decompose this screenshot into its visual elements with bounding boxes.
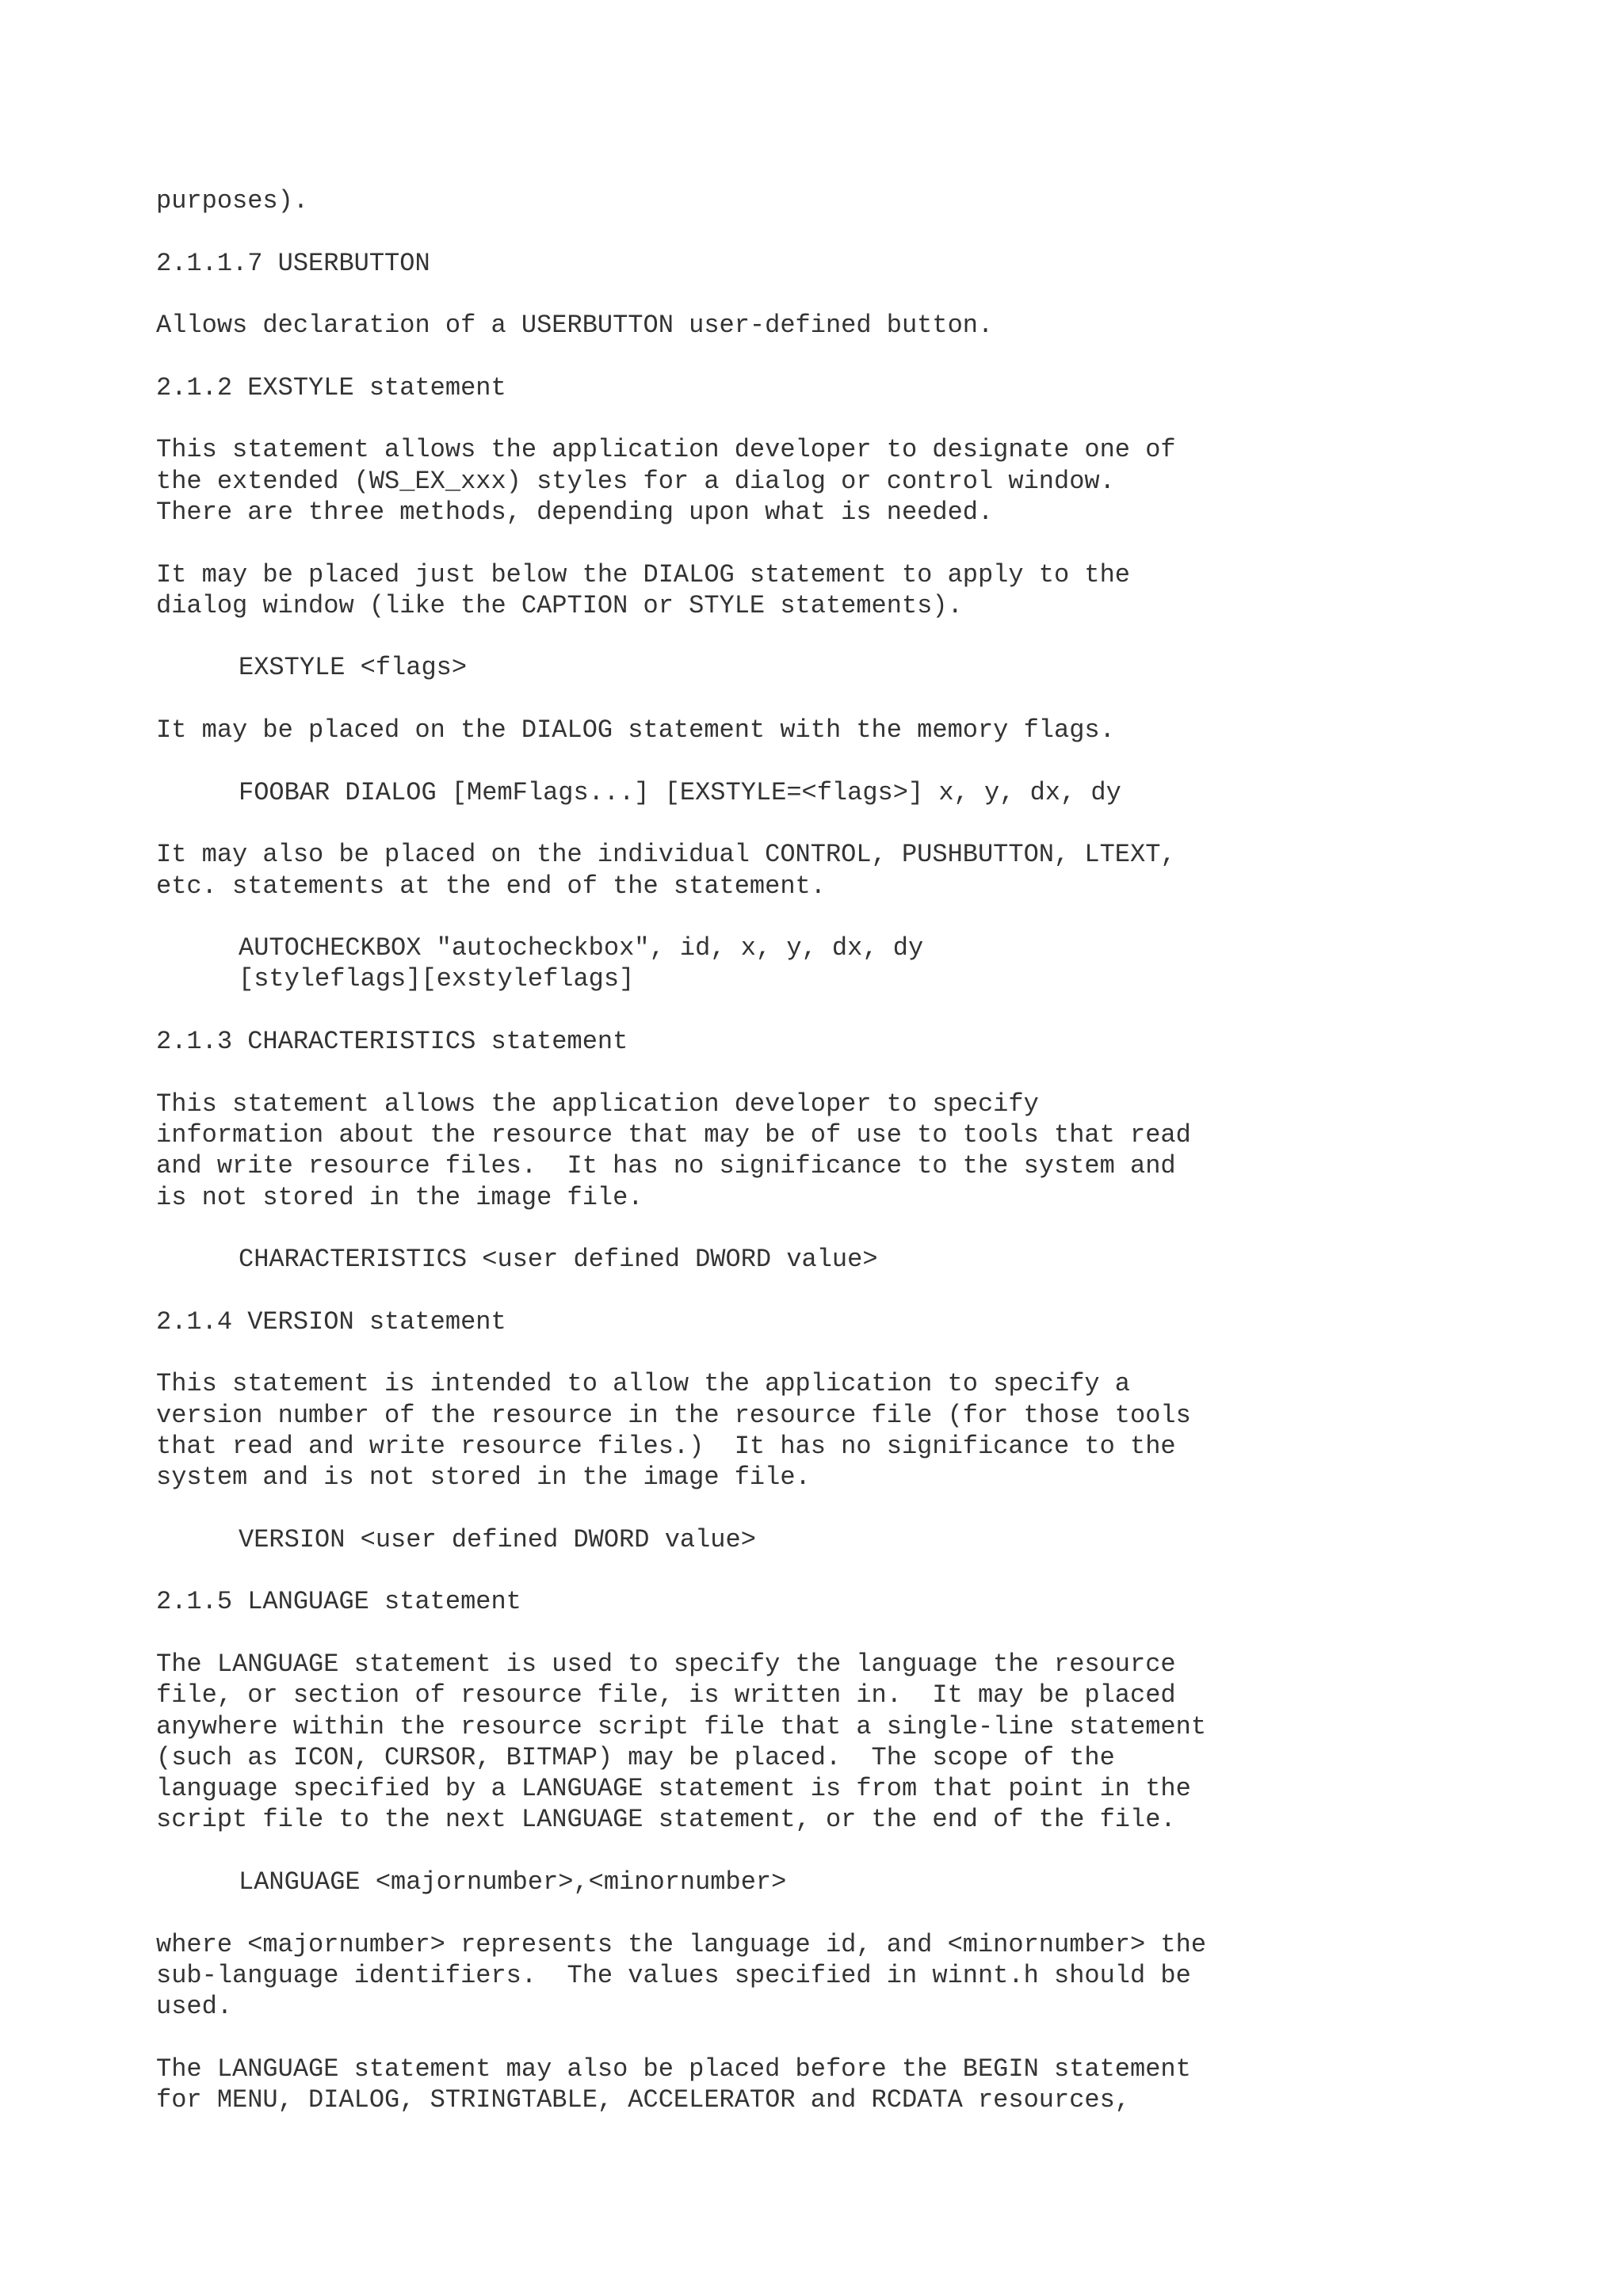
body-text-line: used. bbox=[156, 1992, 233, 2022]
body-text-line: for MENU, DIALOG, STRINGTABLE, ACCELERATOR and RCDATA resources, bbox=[156, 2085, 1130, 2115]
code-example-line: FOOBAR DIALOG [MemFlags...] [EXSTYLE=<flags>] x, y, dx, dy bbox=[239, 777, 1121, 807]
blank-line bbox=[156, 1897, 1503, 1928]
body-text-line: information about the resource that may be of use to tools that read bbox=[156, 1119, 1191, 1150]
section-heading: 2.1.3 CHARACTERISTICS statement bbox=[156, 1027, 628, 1057]
blank-line bbox=[156, 808, 1503, 839]
body-text-line: and write resource files. It has no significance to the system and bbox=[156, 1151, 1176, 1181]
blank-line bbox=[156, 621, 1503, 652]
body-text-line: purposes). bbox=[156, 186, 309, 215]
body-text-line: the extended (WS_EX_xxx) styles for a dialog or control window. bbox=[156, 466, 1115, 496]
blank-line bbox=[156, 902, 1503, 933]
body-text-line: where <majornumber> represents the language id, and <minornumber> the bbox=[156, 1929, 1207, 1959]
body-text-line: sub-language identifiers. The values specified in winnt.h should be bbox=[156, 1960, 1191, 1990]
body-text-line: The LANGUAGE statement may also be placed before the BEGIN statement bbox=[156, 2054, 1191, 2084]
blank-line bbox=[156, 1337, 1503, 1368]
blank-line bbox=[156, 746, 1503, 776]
code-example-line: [styleflags][exstyleflags] bbox=[239, 964, 635, 994]
blank-line bbox=[156, 684, 1503, 715]
blank-line bbox=[156, 1555, 1503, 1586]
body-text-line: is not stored in the image file. bbox=[156, 1182, 643, 1212]
blank-line bbox=[156, 1275, 1503, 1306]
document-page bbox=[156, 185, 1503, 2115]
section-heading: 2.1.1.7 USERBUTTON bbox=[156, 248, 430, 278]
body-text-line: dialog window (like the CAPTION or STYLE statements). bbox=[156, 590, 963, 620]
blank-line bbox=[156, 1493, 1503, 1524]
blank-line bbox=[156, 403, 1503, 434]
body-text-line: This statement is intended to allow the application to specify a bbox=[156, 1369, 1130, 1399]
code-example-line: VERSION <user defined DWORD value> bbox=[239, 1524, 756, 1554]
section-heading: 2.1.4 VERSION statement bbox=[156, 1306, 506, 1337]
body-text-line: The LANGUAGE statement is used to specify the language the resource bbox=[156, 1649, 1176, 1679]
blank-line bbox=[156, 995, 1503, 1026]
blank-line bbox=[156, 1836, 1503, 1867]
code-example-line: CHARACTERISTICS <user defined DWORD value> bbox=[239, 1245, 878, 1275]
body-text-line: system and is not stored in the image file. bbox=[156, 1463, 811, 1493]
body-text-line: It may also be placed on the individual CONTROL, PUSHBUTTON, LTEXT, bbox=[156, 840, 1176, 870]
body-text-line: version number of the resource in the resource file (for those tools bbox=[156, 1400, 1191, 1430]
body-text-line: file, or section of resource file, is written in. It may be placed bbox=[156, 1680, 1176, 1711]
blank-line bbox=[156, 216, 1503, 247]
body-text-line: This statement allows the application developer to designate one of bbox=[156, 435, 1176, 465]
body-text-line: It may be placed on the DIALOG statement with the memory flags. bbox=[156, 715, 1115, 746]
section-heading: 2.1.2 EXSTYLE statement bbox=[156, 372, 506, 402]
blank-line bbox=[156, 1618, 1503, 1649]
body-text-line: (such as ICON, CURSOR, BITMAP) may be placed. The scope of the bbox=[156, 1742, 1115, 1772]
body-text-line: that read and write resource files.) It has no significance to the bbox=[156, 1431, 1176, 1461]
body-text-line: There are three methods, depending upon what is needed. bbox=[156, 497, 994, 527]
body-text-line: Allows declaration of a USERBUTTON user-defined button. bbox=[156, 311, 994, 341]
blank-line bbox=[156, 2023, 1503, 2054]
body-text-line: This statement allows the application developer to specify bbox=[156, 1089, 1039, 1119]
blank-line bbox=[156, 1213, 1503, 1244]
body-text-line: language specified by a LANGUAGE statement is from that point in the bbox=[156, 1774, 1191, 1804]
body-text-line: anywhere within the resource script file that a single-line statement bbox=[156, 1711, 1207, 1741]
body-text-line: It may be placed just below the DIALOG statement to apply to the bbox=[156, 559, 1130, 589]
blank-line bbox=[156, 341, 1503, 372]
body-text-line: script file to the next LANGUAGE statement, or the end of the file. bbox=[156, 1805, 1176, 1835]
blank-line bbox=[156, 1057, 1503, 1088]
blank-line bbox=[156, 279, 1503, 310]
body-text-line: etc. statements at the end of the statement. bbox=[156, 871, 826, 901]
blank-line bbox=[156, 528, 1503, 559]
section-heading: 2.1.5 LANGUAGE statement bbox=[156, 1587, 521, 1617]
code-example-line: AUTOCHECKBOX "autocheckbox", id, x, y, dx, dy bbox=[239, 933, 924, 963]
code-example-line: EXSTYLE <flags> bbox=[239, 653, 468, 683]
code-example-line: LANGUAGE <majornumber>,<minornumber> bbox=[239, 1867, 787, 1897]
